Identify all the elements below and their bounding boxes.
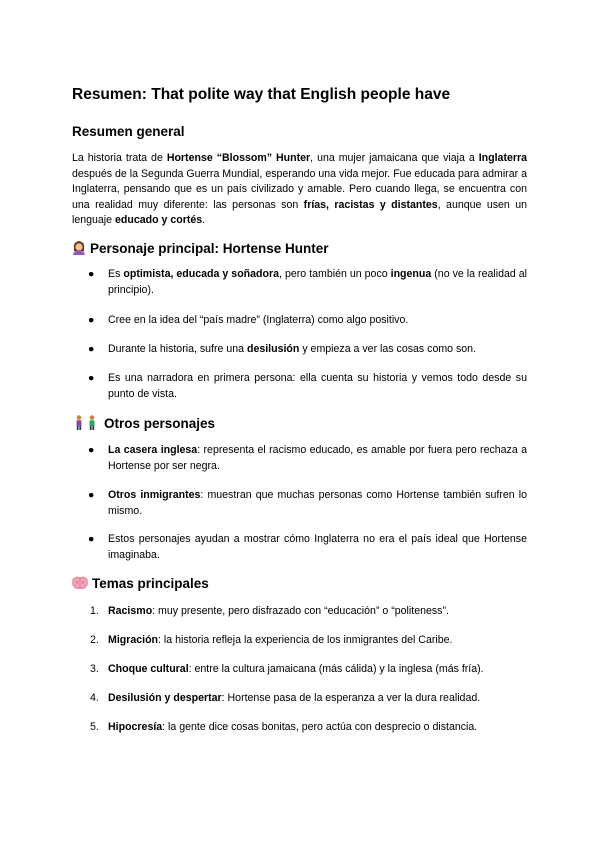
list-number: 1. <box>90 605 99 617</box>
brain-icon <box>72 576 88 591</box>
section-heading-themes: Temas principales <box>72 576 209 591</box>
list-item: 4. Desilusión y despertar: Hortense pasa de la esperanza a ver la dura realidad. <box>108 691 527 707</box>
list-item: ● Es optimista, educada y soñadora, pero también un poco ingenua (no ve la realidad al principio). <box>88 268 527 296</box>
list-item: ● Es una narradora en primera persona: ella cuenta su historia y vemos todo desde su punto de vista. <box>88 372 527 400</box>
page-title: Resumen: That polite way that English people have <box>72 86 451 103</box>
section-heading-main-character: Personaje principal: Hortense Hunter <box>72 240 329 256</box>
woman-icon <box>72 240 86 256</box>
bullet-marker: ● <box>88 314 95 326</box>
section-heading-general: Resumen general <box>72 124 185 139</box>
list-item: 3. Choque cultural: entre la cultura jamaicana (más cálida) y la inglesa (más fría). <box>108 662 527 678</box>
list-item: ● Otros inmigrantes: muestran que muchas personas como Hortense también sufren lo mismo. <box>88 489 527 517</box>
list-item: 1. Racismo: muy presente, pero disfrazado con “educación” o “politeness”. <box>108 604 527 620</box>
list-number: 3. <box>90 663 99 675</box>
bullet-marker: ● <box>88 372 95 384</box>
bullet-marker: ● <box>88 533 95 545</box>
list-number: 2. <box>90 634 99 646</box>
bullet-marker: ● <box>88 268 95 280</box>
list-item: ● Durante la historia, sufre una desilusión y empieza a ver las cosas como son. <box>108 342 527 358</box>
list-item: ● Estos personajes ayudan a mostrar cómo Inglaterra no era el país ideal que Hortense imaginaba. <box>88 533 527 561</box>
bullet-marker: ● <box>88 444 95 456</box>
list-item: ● Cree en la idea del “país madre” (Inglaterra) como algo positivo. <box>108 313 527 329</box>
list-number: 4. <box>90 692 99 704</box>
list-number: 5. <box>90 721 99 733</box>
people-icon <box>72 415 100 431</box>
bullet-marker: ● <box>88 343 95 355</box>
section-heading-others: Otros personajes <box>72 415 215 431</box>
list-item: ● La casera inglesa: representa el racismo educado, es amable por fuera pero rechaza a Hortense por ser negra. <box>88 444 527 472</box>
bullet-marker: ● <box>88 489 95 501</box>
general-paragraph: La historia trata de Hortense “Blossom” Hunter, una mujer jamaicana que viaja a Inglaterra después de la Segunda Guerra Mundial, esperando una vida mejor. Fue educada para admirar a Inglaterra, pensando que es un país civilizado y amable. Pero cuando llega, se encuentra con una realidad muy diferente: las personas son frías, racistas y distantes, aunque usen un lenguaje educado y cortés. <box>72 152 527 227</box>
list-item: 5. Hipocresía: la gente dice cosas bonitas, pero actúa con desprecio o distancia. <box>108 720 527 736</box>
list-item: 2. Migración: la historia refleja la experiencia de los inmigrantes del Caribe. <box>108 633 527 649</box>
